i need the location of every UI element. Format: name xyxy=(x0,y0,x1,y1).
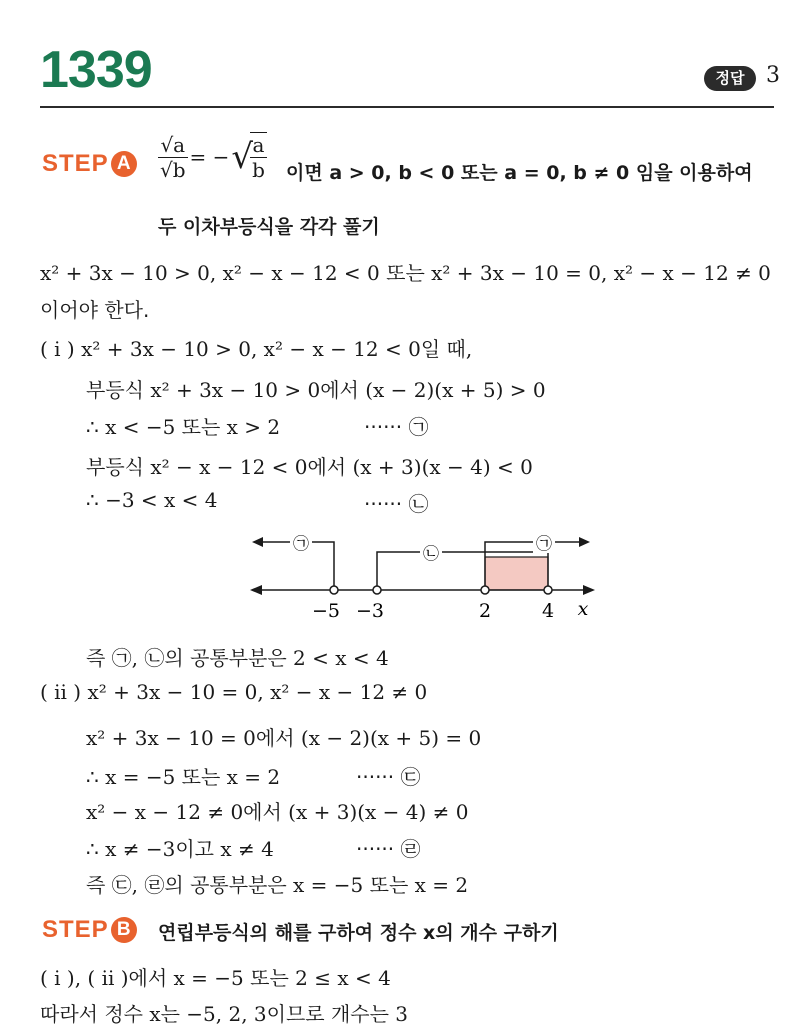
tick-label: −5 xyxy=(311,600,341,622)
axis-label: x xyxy=(577,598,589,620)
step-a-heading xyxy=(42,150,137,178)
text-line: x² + 3x − 10 > 0, x² − x − 12 < 0 또는 x² + 3x − 10 = 0, x² − x − 12 ≠ 0 xyxy=(40,261,771,285)
common-region-shade xyxy=(485,557,548,590)
text-line: 즉 ㉢, ㉣의 공통부분은 x = −5 또는 x = 2 xyxy=(86,873,469,897)
frac-rhs xyxy=(250,132,267,182)
open-point xyxy=(330,586,338,594)
frac-lhs xyxy=(158,133,188,182)
open-point xyxy=(544,586,552,594)
case-i-heading: ( i ) x² + 3x − 10 > 0, x² − x − 12 < 0일 때, xyxy=(40,337,473,361)
step-b-title: 연립부등식의 해를 구하여 정수 x의 개수 구하기 xyxy=(158,922,559,944)
region-1-arrow xyxy=(252,537,263,547)
tick-label: 2 xyxy=(478,600,492,622)
number-line-diagram xyxy=(250,525,595,625)
axis-arrow-right xyxy=(583,585,595,595)
step-a-badge: A xyxy=(111,151,137,177)
text-line: x² − x − 12 ≠ 0에서 (x + 3)(x − 4) ≠ 0 xyxy=(86,800,469,824)
frac-lhs-den: √b xyxy=(160,157,186,182)
step-a-label: STEP xyxy=(42,150,109,177)
open-point xyxy=(481,586,489,594)
text-line: ( i ), ( ii )에서 x = −5 또는 2 ≤ x < 4 xyxy=(40,966,391,990)
region-label: ㉠ xyxy=(535,534,553,553)
frac-rhs-num: a xyxy=(250,133,267,158)
header-divider xyxy=(40,106,774,108)
step-a-title-line1: 이면 a > 0, b < 0 또는 a = 0, b ≠ 0 임을 이용하여 xyxy=(286,162,753,184)
region-label: ㉠ xyxy=(292,534,310,553)
step-b-label: STEP xyxy=(42,916,109,943)
label-marker: ······ ㉢ xyxy=(356,765,421,789)
label-marker: ······ ㉡ xyxy=(364,492,429,516)
sqrt-symbol: √ xyxy=(231,137,254,177)
text-line: 부등식 x² − x − 12 < 0에서 (x + 3)(x − 4) < 0 xyxy=(86,455,533,479)
region-label: ㉡ xyxy=(422,544,440,563)
text-line: ∴ −3 < x < 4 xyxy=(86,488,218,512)
text-line: ∴ x = −5 또는 x = 2 xyxy=(86,765,281,789)
text-line: x² + 3x − 10 = 0에서 (x − 2)(x + 5) = 0 xyxy=(86,726,482,750)
step-b-heading xyxy=(42,916,137,944)
text-line: 이어야 한다. xyxy=(40,298,150,322)
label-marker: ······ ㉠ xyxy=(364,415,429,439)
open-point xyxy=(373,586,381,594)
step-b-badge: B xyxy=(111,917,137,943)
axis-arrow-left xyxy=(250,585,262,595)
text-line: ∴ x ≠ −3이고 x ≠ 4 xyxy=(86,837,274,861)
conclusion-line: 따라서 정수 x는 −5, 2, 3이므로 개수는 3 xyxy=(40,1002,408,1026)
formula-equals: = − xyxy=(189,145,230,169)
case-ii-heading: ( ii ) x² + 3x − 10 = 0, x² − x − 12 ≠ 0 xyxy=(40,680,428,704)
text-line: 부등식 x² + 3x − 10 > 0에서 (x − 2)(x + 5) > 0 xyxy=(86,378,546,402)
tick-label: 4 xyxy=(541,600,555,622)
step-a-title-line2: 두 이차부등식을 각각 풀기 xyxy=(158,216,380,238)
text-line: 즉 ㉠, ㉡의 공통부분은 2 < x < 4 xyxy=(86,646,389,670)
label-marker: ······ ㉣ xyxy=(356,837,421,861)
problem-number: 1339 xyxy=(40,41,152,99)
step-a-formula xyxy=(158,132,267,182)
frac-rhs-den: b xyxy=(252,158,265,182)
answer-value: 3 xyxy=(766,63,780,88)
frac-lhs-num: √a xyxy=(158,133,188,158)
tick-label: −3 xyxy=(355,600,385,622)
text-line: ∴ x < −5 또는 x > 2 xyxy=(86,415,281,439)
answer-badge: 정답 xyxy=(704,66,756,91)
region-1-right-arrow xyxy=(579,537,590,547)
